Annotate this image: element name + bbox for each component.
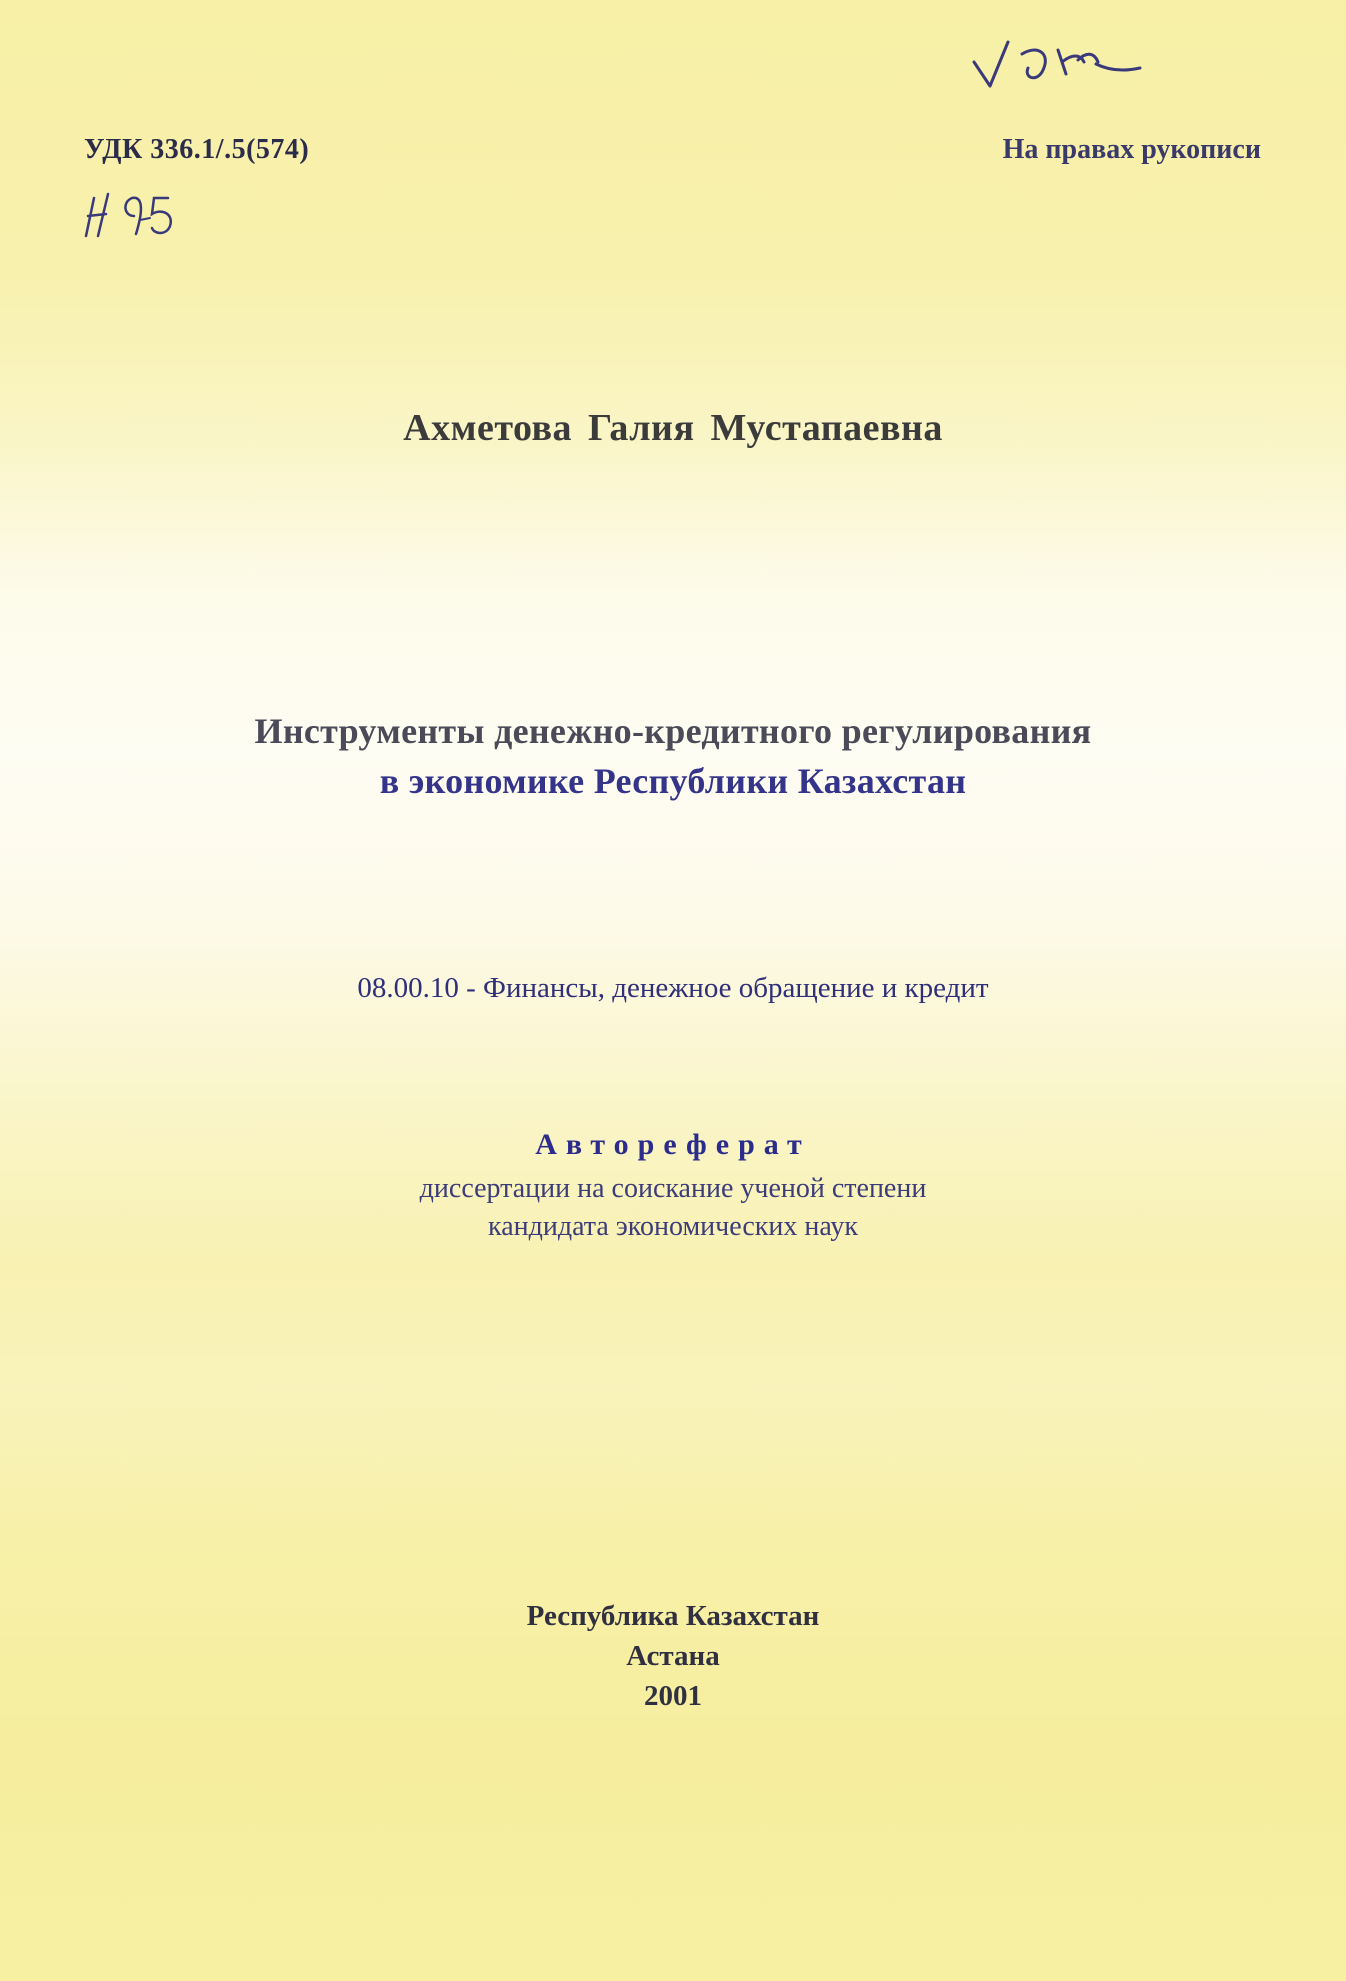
title-line-1: Инструменты денежно-кредитного регулирования [254, 711, 1092, 751]
abstract-description [0, 1170, 1346, 1246]
handwritten-mark-top [968, 34, 1148, 104]
abstract-line-2: кандидата экономических наук [488, 1211, 858, 1242]
dissertation-title [0, 706, 1346, 806]
author-name: Ахметова Галия Мустапаевна [403, 407, 943, 449]
title-line-2: в экономике Республики Казахстан [379, 761, 967, 801]
abstract-heading: Автореферат [535, 1128, 811, 1161]
imprint [0, 1596, 1346, 1716]
manuscript-rights-note: На правах рукописи [1002, 134, 1261, 165]
handwritten-mark-left [78, 186, 208, 242]
imprint-country: Республика Казахстан [526, 1600, 820, 1632]
imprint-year: 2001 [644, 1680, 702, 1712]
abstract-line-1: диссертации на соискание ученой степени [419, 1173, 927, 1204]
udk-code: УДК 336.1/.5(574) [84, 134, 310, 165]
imprint-city: Астана [626, 1640, 720, 1672]
specialty-code: 08.00.10 - Финансы, денежное обращение и кредит [357, 972, 989, 1004]
